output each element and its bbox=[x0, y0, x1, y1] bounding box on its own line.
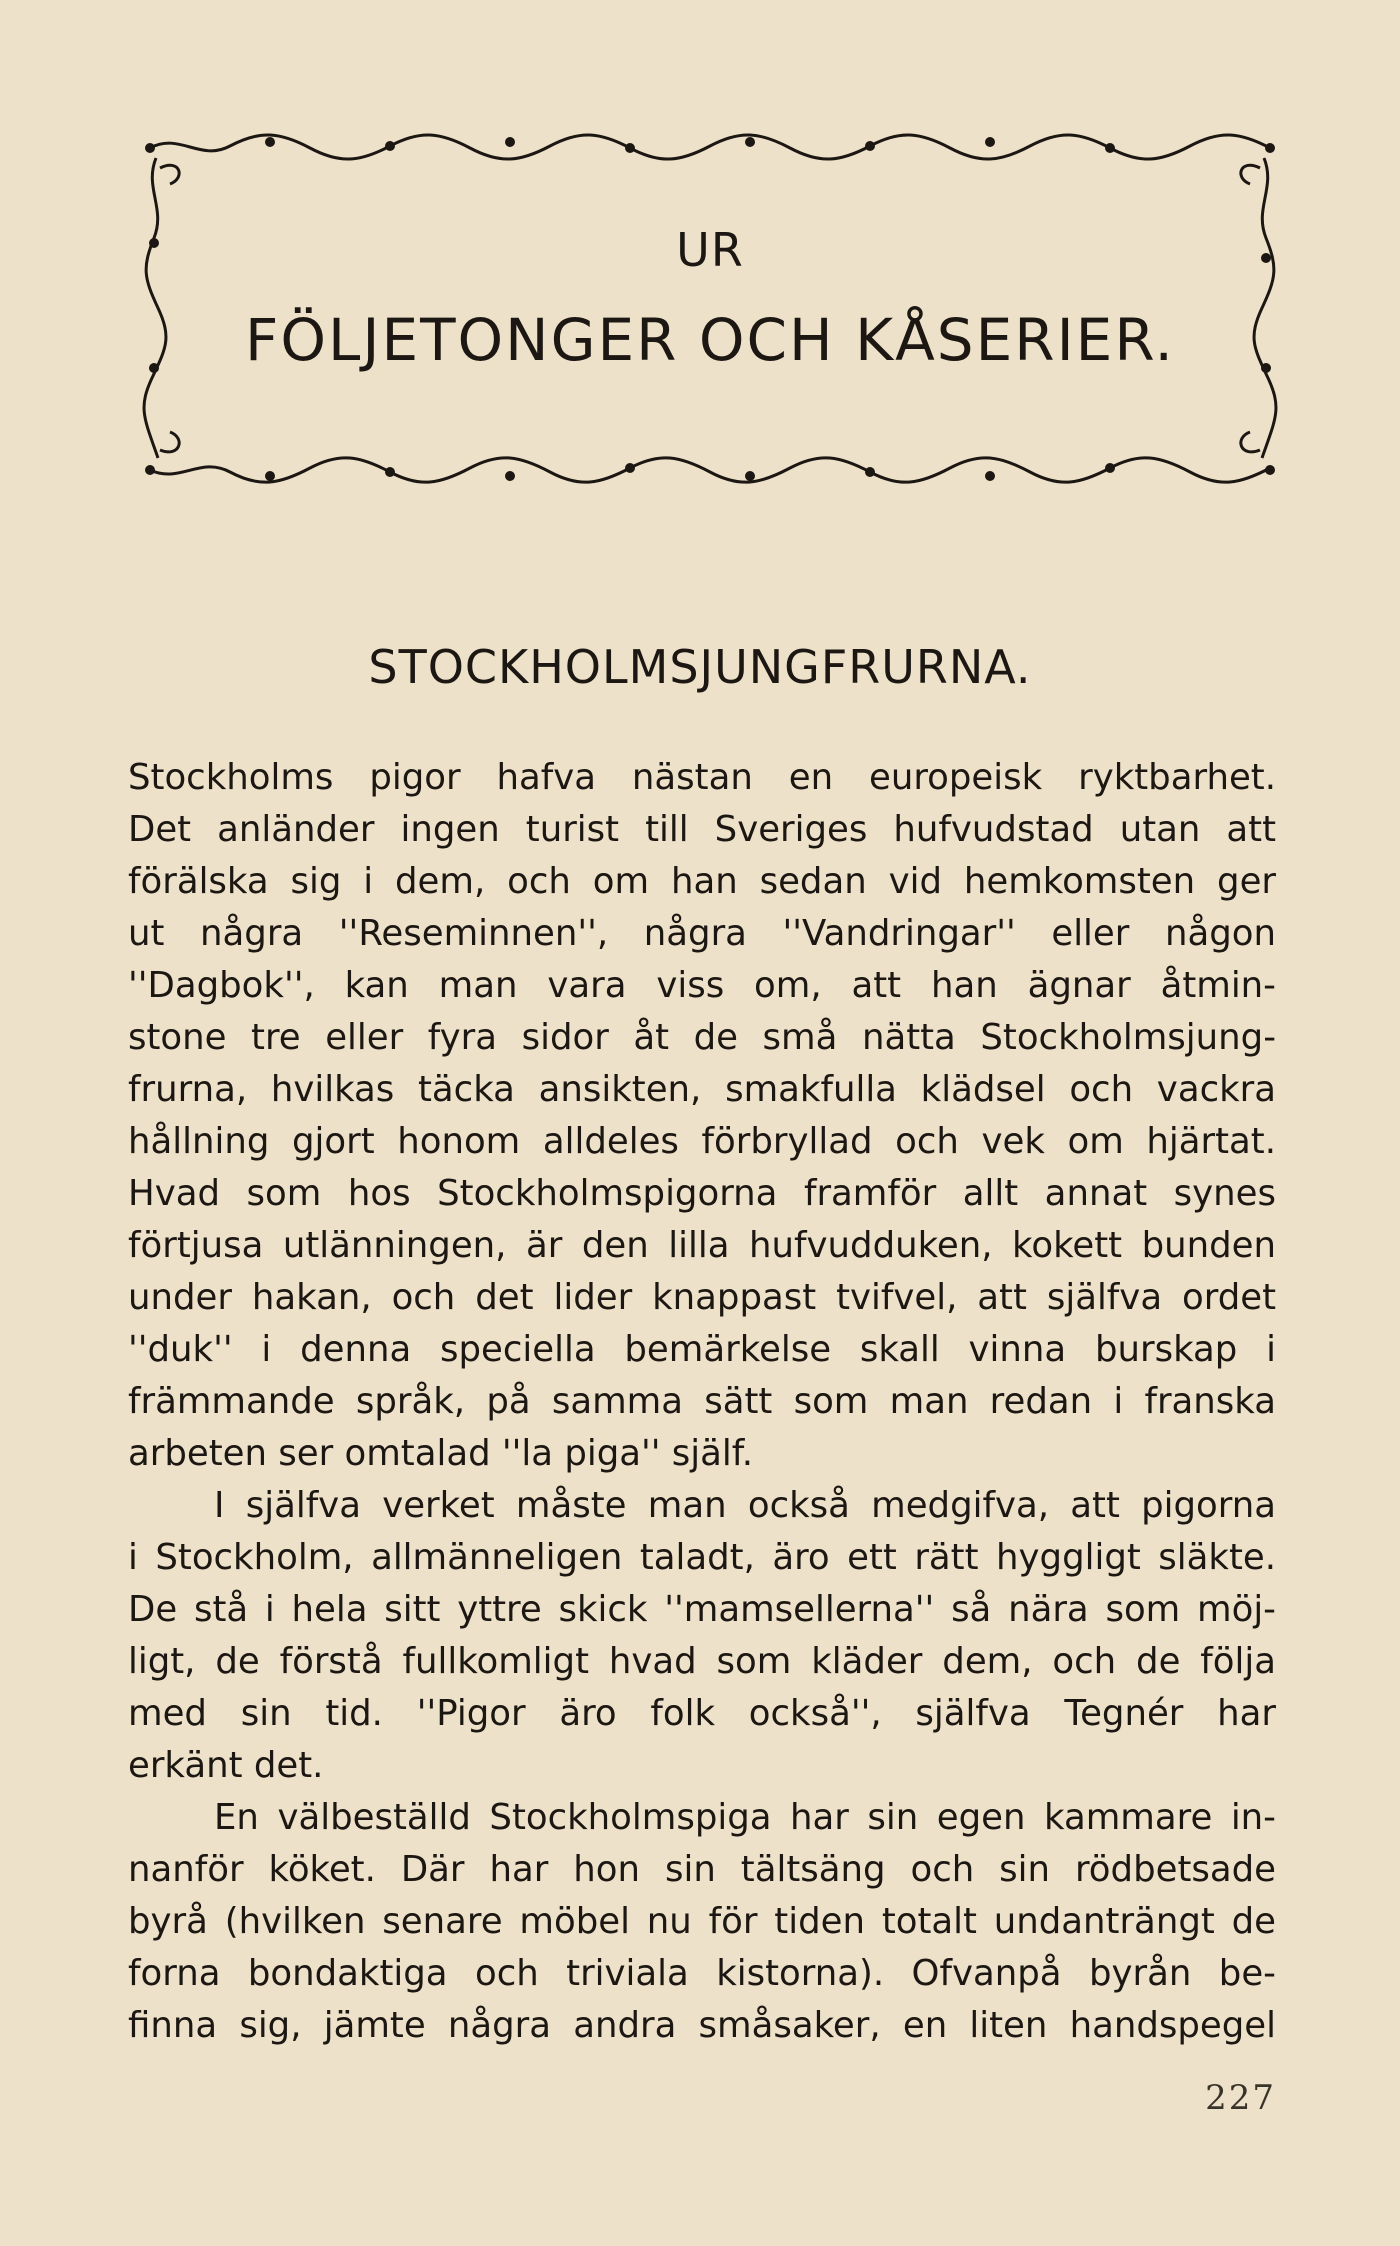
text-line: Stockholms pigor hafva nästan en europeisk ryktbarhet. bbox=[128, 757, 1276, 798]
text-line: forna bondaktiga och triviala kistorna). Ofvanpå byrån be- bbox=[128, 1953, 1276, 1994]
text-line: En välbeställd Stockholmspiga har sin egen kammare in- bbox=[214, 1797, 1276, 1838]
text-line: ut några ''Reseminnen'', några ''Vandringar'' eller någon bbox=[128, 913, 1276, 954]
text-line: Det anländer ingen turist till Sveriges hufvudstad utan att bbox=[128, 809, 1276, 850]
text-line: arbeten ser omtalad ''la piga'' själf. bbox=[128, 1433, 753, 1474]
text-line: förälska sig i dem, och om han sedan vid hemkomsten ger bbox=[128, 861, 1276, 902]
text-line: främmande språk, på samma sätt som man redan i franska bbox=[128, 1381, 1276, 1422]
text-line: under hakan, och det lider knappast tvifvel, att själfva ordet bbox=[128, 1277, 1276, 1318]
text-line: erkänt det. bbox=[128, 1745, 324, 1786]
text-line: stone tre eller fyra sidor åt de små nätta Stockholmsjung- bbox=[128, 1017, 1276, 1058]
text-line: ligt, de förstå fullkomligt hvad som kläder dem, och de följa bbox=[128, 1641, 1276, 1682]
text-line: frurna, hvilkas täcka ansikten, smakfulla klädsel och vackra bbox=[128, 1069, 1276, 1110]
text-line: I själfva verket måste man också medgifva, att pigorna bbox=[214, 1485, 1276, 1526]
text-line: förtjusa utlänningen, är den lilla hufvudduken, kokett bunden bbox=[128, 1225, 1276, 1266]
text-line: Hvad som hos Stockholmspigorna framför allt annat synes bbox=[128, 1173, 1276, 1214]
header-title: FÖLJETONGER OCH KÅSERIER. bbox=[245, 306, 1175, 374]
header-text-area bbox=[140, 128, 1280, 488]
text-line: De stå i hela sitt yttre skick ''mamsellerna'' så nära som möj- bbox=[128, 1589, 1276, 1630]
text-line: ''Dagbok'', kan man vara viss om, att han ägnar åtmin- bbox=[128, 965, 1276, 1006]
text-line: finna sig, jämte några andra småsaker, en liten handspegel bbox=[128, 2005, 1276, 2046]
section-title: STOCKHOLMSJUNGFRURNA. bbox=[368, 640, 1032, 694]
decorative-header-frame bbox=[140, 128, 1280, 488]
text-line: i Stockholm, allmänneligen taladt, äro ett rätt hyggligt släkte. bbox=[128, 1537, 1276, 1578]
text-line: ''duk'' i denna speciella bemärkelse skall vinna burskap i bbox=[128, 1329, 1276, 1370]
text-line: hållning gjort honom alldeles förbryllad och vek om hjärtat. bbox=[128, 1121, 1276, 1162]
text-line: byrå (hvilken senare möbel nu för tiden totalt undanträngt de bbox=[128, 1901, 1276, 1942]
header-subtitle: UR bbox=[676, 223, 744, 277]
page-number: 227 bbox=[1205, 2078, 1276, 2118]
text-line: med sin tid. ''Pigor äro folk också'', själfva Tegnér har bbox=[128, 1693, 1276, 1734]
body-text bbox=[128, 752, 1276, 2052]
text-line: nanför köket. Där har hon sin tältsäng och sin rödbetsade bbox=[128, 1849, 1276, 1890]
